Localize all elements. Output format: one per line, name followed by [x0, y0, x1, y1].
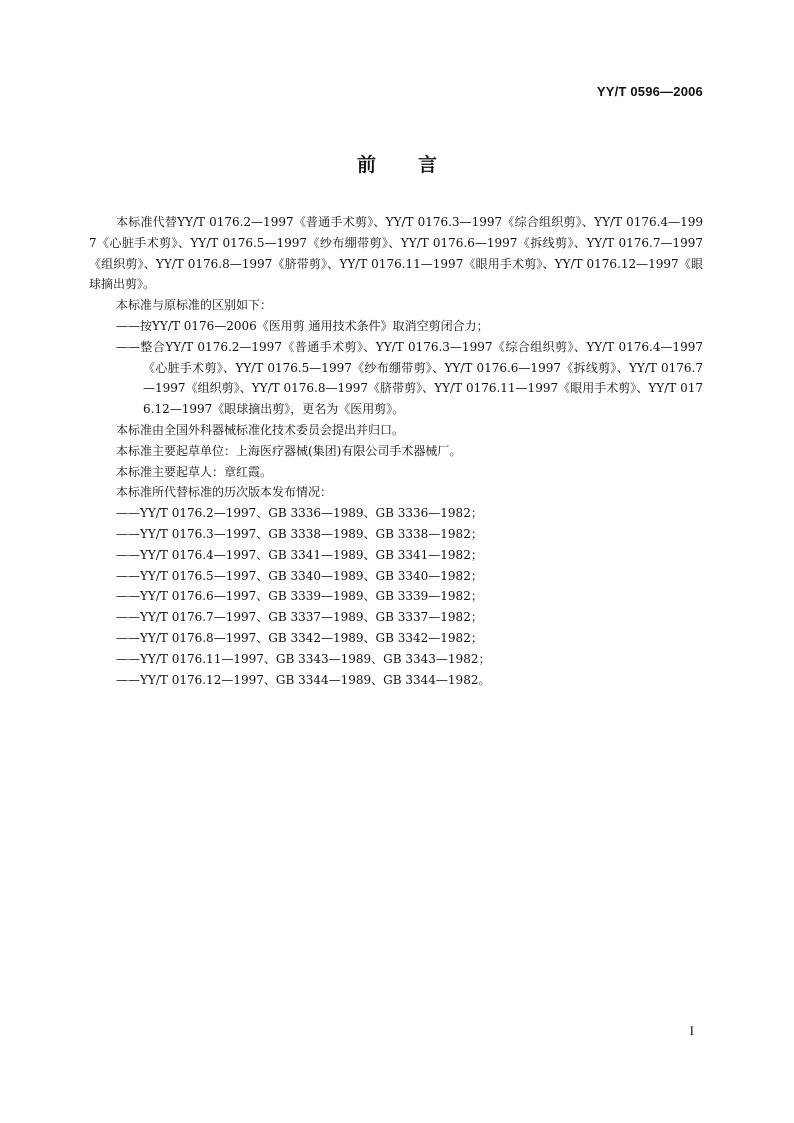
- history-item: ——YY/T 0176.8—1997、GB 3342—1989、GB 3342—1982；: [116, 630, 483, 645]
- difference-item-2: ——整合YY/T 0176.2—1997《普通手术剪》、YY/T 0176.3—1997《综合组织剪》、YY/T 0176.4—1997《心脏手术剪》、YY/T 0176.5—1997《纱布绷带剪》、YY/T 0176.6—1997《拆线剪》、YY/T 0176.7—1997《组织剪》、YY/T 0176.8—1997《脐带剪》、YY/T 0176.11—1997《眼用手术剪》、YY/T 0176.12—1997《眼球摘出剪》，更名为《医用剪》。: [116, 339, 703, 417]
- history-item: ——YY/T 0176.5—1997、GB 3340—1989、GB 3340—1982；: [116, 568, 483, 583]
- document-code: YY/T 0596—2006: [596, 84, 703, 99]
- history-item: ——YY/T 0176.11—1997、GB 3343—1989、GB 3343—1982；: [116, 651, 491, 666]
- history-item: ——YY/T 0176.6—1997、GB 3339—1989、GB 3339—1982；: [116, 589, 483, 604]
- history-item: ——YY/T 0176.7—1997、GB 3337—1989、GB 3337—1982；: [116, 610, 483, 625]
- foreword-body: [89, 212, 703, 690]
- history-item: ——YY/T 0176.3—1997、GB 3338—1989、GB 3338—1982；: [116, 526, 483, 541]
- history-item: ——YY/T 0176.12—1997、GB 3344—1989、GB 3344—1982。: [116, 672, 491, 687]
- history-item: ——YY/T 0176.2—1997、GB 3336—1989、GB 3336—1982；: [116, 506, 483, 521]
- differences-intro: 本标准与原标准的区别如下：: [116, 298, 273, 313]
- drafting-unit-statement: 本标准主要起草单位：上海医疗器械(集团)有限公司手术器械厂。: [116, 443, 462, 458]
- replacement-statement: 本标准代替YY/T 0176.2—1997《普通手术剪》、YY/T 0176.3—1997《综合组织剪》、YY/T 0176.4—1997《心脏手术剪》、YY/T 0176.5—1997《纱布绷带剪》、YY/T 0176.6—1997《拆线剪》、YY/T 0176.7—1997《组织剪》、YY/T 0176.8—1997《脐带剪》、YY/T 0176.11—1997《眼用手术剪》、YY/T 0176.12—1997《眼球摘出剪》。: [89, 215, 703, 292]
- difference-item-1: ——按YY/T 0176—2006《医用剪 通用技术条件》取消空剪闭合力；: [116, 318, 489, 333]
- history-item: ——YY/T 0176.4—1997、GB 3341—1989、GB 3341—1982；: [116, 547, 483, 562]
- page-title: 前言: [356, 154, 479, 176]
- page-number: I: [689, 1023, 694, 1038]
- proposer-statement: 本标准由全国外科器械标准化技术委员会提出并归口。: [116, 422, 405, 437]
- history-intro: 本标准所代替标准的历次版本发布情况：: [116, 485, 333, 500]
- drafter-statement: 本标准主要起草人：章红霞。: [116, 464, 273, 479]
